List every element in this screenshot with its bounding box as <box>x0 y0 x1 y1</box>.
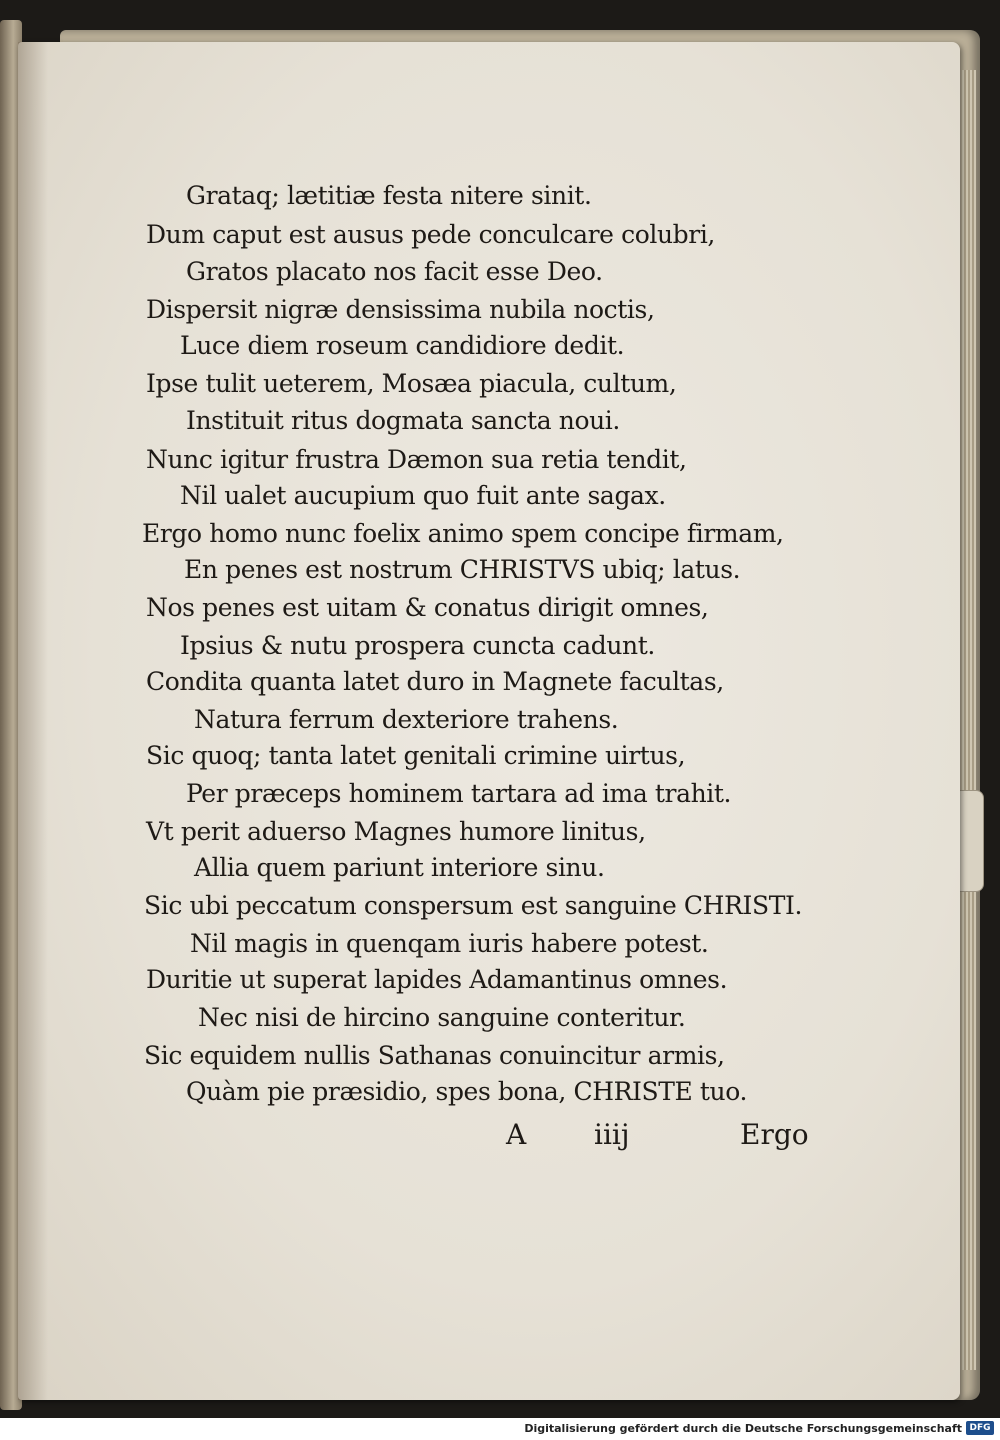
verse-line: Vt perit aduerso Magnes humore linitus, <box>146 817 646 846</box>
verse-line: Gratos placato nos facit esse Deo. <box>186 257 603 286</box>
verse-line: Ipse tulit ueterem, Mosæa piacula, cultum, <box>146 369 677 398</box>
catchword: Ergo <box>740 1118 809 1151</box>
verse-line: Duritie ut superat lapides Adamantinus omnes. <box>146 965 728 994</box>
dfg-logo: DFG <box>966 1421 994 1435</box>
verse-line: Luce diem roseum candidiore dedit. <box>180 331 625 360</box>
verse-line: Sic ubi peccatum conspersum est sanguine CHRISTI. <box>144 891 802 920</box>
verse-line: Nos penes est uitam & conatus dirigit omnes, <box>146 593 709 622</box>
signature-mark: A <box>506 1118 527 1151</box>
verse-line: Nec nisi de hircino sanguine conteritur. <box>198 1003 686 1032</box>
signature-number: iiij <box>594 1118 630 1151</box>
verse-line: Condita quanta latet duro in Magnete facultas, <box>146 667 724 696</box>
verse-line: Nil magis in quenqam iuris habere potest. <box>190 929 709 958</box>
verse-line: Dispersit nigræ densissima nubila noctis, <box>146 295 655 324</box>
verse-line: Nunc igitur frustra Dæmon sua retia tendit, <box>146 445 687 474</box>
verse-line: Allia quem pariunt interiore sinu. <box>194 853 605 882</box>
verse-line: Ergo homo nunc foelix animo spem concipe firmam, <box>142 519 784 548</box>
verse-line: Sic quoq; tanta latet genitali crimine uirtus, <box>146 741 686 770</box>
verse-line: Instituit ritus dogmata sancta noui. <box>186 406 620 435</box>
verse-line: Per præceps hominem tartara ad ima trahit. <box>186 779 732 808</box>
book-page <box>18 42 960 1400</box>
verse-line: Ipsius & nutu prospera cuncta cadunt. <box>180 631 655 660</box>
verse-line: En penes est nostrum CHRISTVS ubiq; latus. <box>184 555 741 584</box>
verse-line: Natura ferrum dexteriore trahens. <box>194 705 619 734</box>
verse-line: Sic equidem nullis Sathanas conuincitur armis, <box>144 1041 725 1070</box>
funding-credit: Digitalisierung gefördert durch die Deutsche Forschungsgemeinschaft <box>524 1422 962 1435</box>
verse-line: Quàm pie præsidio, spes bona, CHRISTE tuo. <box>186 1077 748 1106</box>
verse-line: Grataq; lætitiæ festa nitere sinit. <box>186 181 592 210</box>
verse-line: Nil ualet aucupium quo fuit ante sagax. <box>180 481 666 510</box>
footer-bar <box>0 1418 1000 1440</box>
verse-line: Dum caput est ausus pede conculcare colubri, <box>146 220 715 249</box>
